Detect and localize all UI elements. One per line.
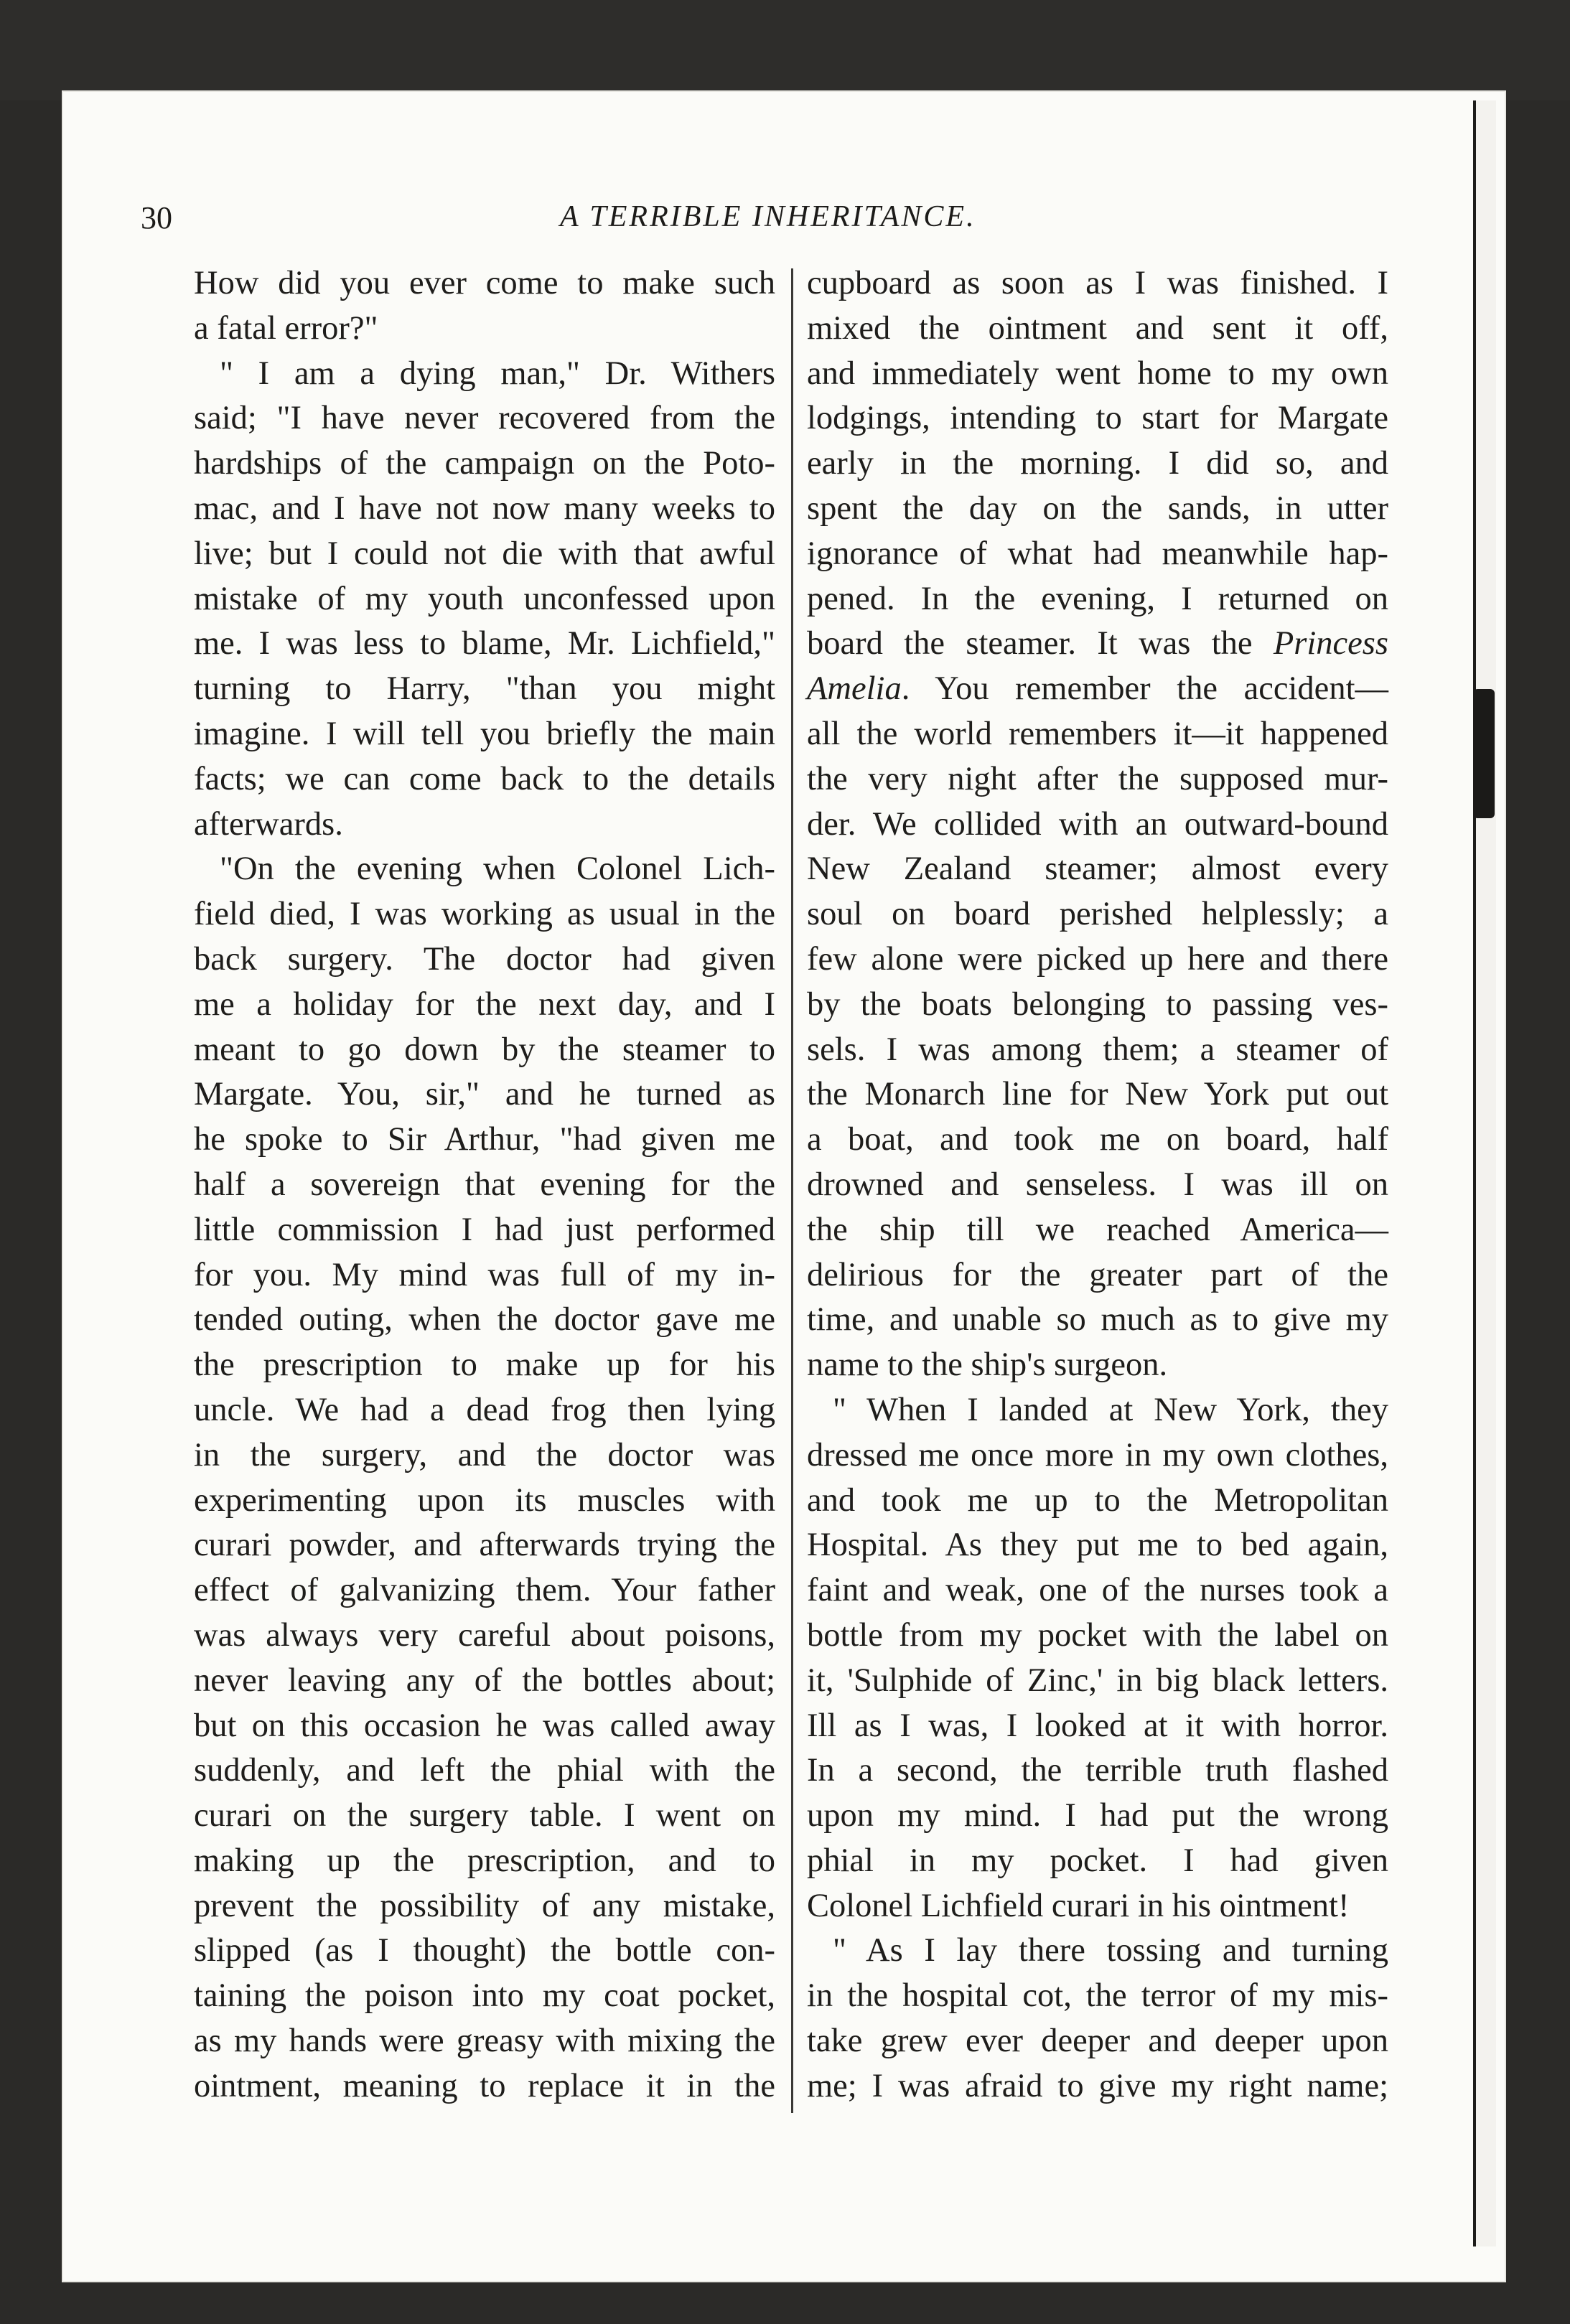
- text-line: curari powder, and afterwards trying the: [194, 1527, 775, 1564]
- text-line: Amelia. You remember the accident—: [807, 670, 1388, 708]
- text-line: a boat, and took me on board, half: [807, 1121, 1388, 1158]
- text-line: few alone were picked up here and there: [807, 940, 1388, 978]
- text-line: and immediately went home to my own: [807, 355, 1388, 392]
- text-line: New Zealand steamer; almost every: [807, 851, 1388, 888]
- text-line: the Monarch line for New York put out: [807, 1076, 1388, 1113]
- text-line: back surgery. The doctor had given: [194, 940, 775, 978]
- text-line: little commission I had just performed: [194, 1211, 775, 1248]
- text-line: faint and weak, one of the nurses took a: [807, 1572, 1388, 1609]
- adjacent-page-edge: [1473, 100, 1496, 2246]
- text-line: der. We collided with an outward-bound: [807, 805, 1388, 843]
- text-line: turning to Harry, "than you might: [194, 670, 775, 708]
- text-line: " As I lay there tossing and turning: [833, 1932, 1388, 1969]
- text-line: uncle. We had a dead frog then lying: [194, 1391, 775, 1428]
- text-line: Ill as I was, I looked at it with horror.: [807, 1707, 1388, 1744]
- binding-mark: [1473, 689, 1495, 818]
- text-line: " When I landed at New York, they: [833, 1391, 1388, 1428]
- text-line: taining the poison into my coat pocket,: [194, 1977, 775, 2015]
- text-line: was always very careful about poisons,: [194, 1616, 775, 1654]
- running-title: A TERRIBLE INHERITANCE.: [560, 200, 976, 233]
- text-line: effect of galvanizing them. Your father: [194, 1572, 775, 1609]
- text-line: In a second, the terrible truth flashed: [807, 1752, 1388, 1789]
- text-line: bottle from my pocket with the label on: [807, 1616, 1388, 1654]
- text-line: field died, I was working as usual in the: [194, 896, 775, 933]
- text-line: live; but I could not die with that awful: [194, 535, 775, 572]
- text-line: spent the day on the sands, in utter: [807, 489, 1388, 527]
- text-line: Hospital. As they put me to bed again,: [807, 1527, 1388, 1564]
- text-line: meant to go down by the steamer to: [194, 1031, 775, 1068]
- text-line: board the steamer. It was the Princess: [807, 625, 1388, 662]
- text-line: the prescription to make up for his: [194, 1346, 775, 1384]
- text-line: ointment, meaning to replace it in the: [194, 2067, 775, 2104]
- text-line: afterwards.: [194, 805, 343, 843]
- text-line: all the world remembers it—it happened: [807, 715, 1388, 752]
- text-line: and took me up to the Metropolitan: [807, 1481, 1388, 1519]
- text-line: for you. My mind was full of my in-: [194, 1256, 775, 1293]
- text-line: How did you ever come to make such: [194, 265, 775, 301]
- text-line: but on this occasion he was called away: [194, 1707, 775, 1744]
- text-line: experimenting upon its muscles with: [194, 1481, 775, 1519]
- text-line: pened. In the evening, I returned on: [807, 580, 1388, 617]
- text-line: Colonel Lichfield curari in his ointment!: [807, 1887, 1350, 1924]
- text-line: making up the prescription, and to: [194, 1842, 775, 1879]
- text-line: sels. I was among them; a steamer of: [807, 1031, 1388, 1068]
- text-line: time, and unable so much as to give my: [807, 1301, 1388, 1339]
- text-line: mac, and I have not now many weeks to: [194, 489, 775, 527]
- scan-backdrop: [0, 0, 1570, 100]
- text-line: suddenly, and left the phial with the: [194, 1752, 775, 1789]
- text-line: delirious for the greater part of the: [807, 1256, 1388, 1293]
- text-line: it, 'Sulphide of Zinc,' in big black letters.: [807, 1662, 1388, 1699]
- text-line: half a sovereign that evening for the: [194, 1166, 775, 1203]
- text-line: hardships of the campaign on the Poto-: [194, 445, 775, 482]
- text-line: phial in my pocket. I had given: [807, 1842, 1388, 1879]
- text-column-left: [194, 261, 775, 2109]
- text-line: slipped (as I thought) the bottle con-: [194, 1932, 775, 1969]
- text-line: as my hands were greasy with mixing the: [194, 2023, 775, 2060]
- text-line: said; "I have never recovered from the: [194, 400, 775, 437]
- text-line: imagine. I will tell you briefly the main: [194, 715, 775, 752]
- text-line: prevent the possibility of any mistake,: [194, 1887, 775, 1924]
- text-line: a fatal error?": [194, 309, 378, 347]
- text-line: me a holiday for the next day, and I: [194, 985, 775, 1023]
- text-line: he spoke to Sir Arthur, "had given me: [194, 1121, 775, 1158]
- text-line: in the hospital cot, the terror of my mis-: [807, 1977, 1388, 2015]
- page-number: 30: [141, 200, 172, 235]
- text-line: the very night after the supposed mur-: [807, 760, 1388, 797]
- text-line: in the surgery, and the doctor was: [194, 1436, 775, 1473]
- text-line: mistake of my youth unconfessed upon: [194, 580, 775, 617]
- text-line: early in the morning. I did so, and: [807, 445, 1388, 482]
- text-line: mixed the ointment and sent it off,: [807, 309, 1388, 347]
- text-line: tended outing, when the doctor gave me: [194, 1301, 775, 1339]
- text-line: me; I was afraid to give my right name;: [807, 2067, 1388, 2104]
- text-line: " I am a dying man," Dr. Withers: [220, 355, 775, 392]
- text-line: me. I was less to blame, Mr. Lichfield,": [194, 625, 775, 662]
- text-line: Margate. You, sir," and he turned as: [194, 1076, 775, 1113]
- text-column-right: [807, 261, 1388, 2109]
- text-line: drowned and senseless. I was ill on: [807, 1166, 1388, 1203]
- page-header: [0, 200, 1570, 250]
- text-line: the ship till we reached America—: [807, 1211, 1388, 1248]
- text-line: facts; we can come back to the details: [194, 760, 775, 797]
- text-line: name to the ship's surgeon.: [807, 1346, 1168, 1384]
- text-line: dressed me once more in my own clothes,: [807, 1436, 1388, 1473]
- text-line: by the boats belonging to passing ves-: [807, 985, 1388, 1023]
- column-divider: [791, 268, 793, 2113]
- text-line: "On the evening when Colonel Lich-: [220, 851, 775, 888]
- text-line: take grew ever deeper and deeper upon: [807, 2023, 1388, 2060]
- text-line: upon my mind. I had put the wrong: [807, 1797, 1388, 1835]
- text-line: ignorance of what had meanwhile hap-: [807, 535, 1388, 572]
- text-line: curari on the surgery table. I went on: [194, 1797, 775, 1835]
- text-line: soul on board perished helplessly; a: [807, 896, 1388, 933]
- text-line: lodgings, intending to start for Margate: [807, 400, 1388, 437]
- text-line: never leaving any of the bottles about;: [194, 1662, 775, 1699]
- text-line: cupboard as soon as I was finished. I: [807, 265, 1388, 301]
